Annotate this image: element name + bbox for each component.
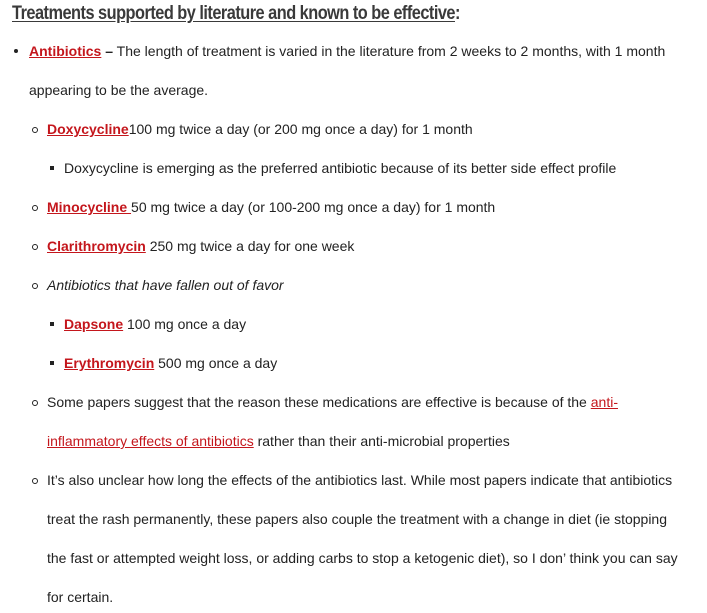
clarithromycin-link[interactable]: Clarithromycin [47, 238, 146, 254]
bullet-circle-icon [32, 127, 38, 133]
heading-text: Treatments supported by literature and known to be effective [12, 3, 456, 24]
bullet-circle-icon [32, 478, 38, 484]
bullet-circle-icon [32, 244, 38, 250]
antibiotics-link[interactable]: Antibiotics [29, 43, 102, 59]
erythromycin-link[interactable]: Erythromycin [64, 355, 155, 371]
minocycline-link[interactable]: Minocycline [47, 199, 132, 215]
bullet-circle-icon [32, 205, 38, 211]
dapsone-link[interactable]: Dapsone [64, 316, 124, 332]
anti-inflammatory-link-part-1[interactable]: anti- [590, 394, 618, 410]
minocycline-item [47, 198, 495, 216]
bullet-circle-icon [32, 283, 38, 289]
doxycycline-note: Doxycycline is emerging as the preferred antibiotic because of its better side effect profile [64, 160, 617, 176]
heading-colon: : [455, 3, 460, 24]
out-of-favor-label: Antibiotics that have fallen out of favor [47, 277, 284, 293]
unclear-line-1: It’s also unclear how long the effects of the antibiotics last. While most papers indicate that antibiotics [47, 472, 673, 488]
doxycycline-text: 100 mg twice a day (or 200 mg once a day) for 1 month [128, 121, 473, 137]
bullet-circle-icon [32, 400, 38, 406]
doxycycline-link[interactable]: Doxycycline [47, 121, 129, 137]
section-heading [12, 3, 460, 25]
bullet-disc-icon [14, 49, 18, 53]
minocycline-text: 50 mg twice a day (or 100-200 mg once a day) for 1 month [131, 199, 496, 215]
clarithromycin-item [47, 237, 354, 255]
clarithromycin-text: 250 mg twice a day for one week [145, 238, 355, 254]
bullet-square-icon [50, 322, 54, 326]
bullet-square-icon [50, 361, 54, 365]
papers-line-1 [47, 393, 618, 411]
unclear-line-3: the fast or attempted weight loss, or adding carbs to stop a ketogenic diet), so I don’ think you can say [47, 550, 678, 566]
dapsone-text: 100 mg once a day [123, 316, 247, 332]
dapsone-item [64, 315, 246, 333]
papers-text-1: Some papers suggest that the reason these medications are effective is because of the [47, 394, 591, 410]
unclear-line-2: treat the rash permanently, these papers also couple the treatment with a change in diet (ie stopping [47, 511, 667, 527]
antibiotics-line-2: appearing to be the average. [29, 82, 209, 98]
unclear-line-4: for certain. [47, 589, 114, 605]
antibiotics-text: The length of treatment is varied in the literature from 2 weeks to 2 months, with 1 month [113, 43, 666, 59]
antibiotics-dash: – [101, 43, 114, 59]
antibiotics-line-1 [29, 42, 665, 60]
anti-inflammatory-link-part-2[interactable]: inflammatory effects of antibiotics [47, 433, 254, 449]
papers-text-2: rather than their anti-microbial properties [253, 433, 510, 449]
erythromycin-text: 500 mg once a day [154, 355, 278, 371]
doxycycline-item [47, 120, 473, 138]
erythromycin-item [64, 354, 277, 372]
bullet-square-icon [50, 166, 54, 170]
papers-line-2 [47, 432, 510, 450]
